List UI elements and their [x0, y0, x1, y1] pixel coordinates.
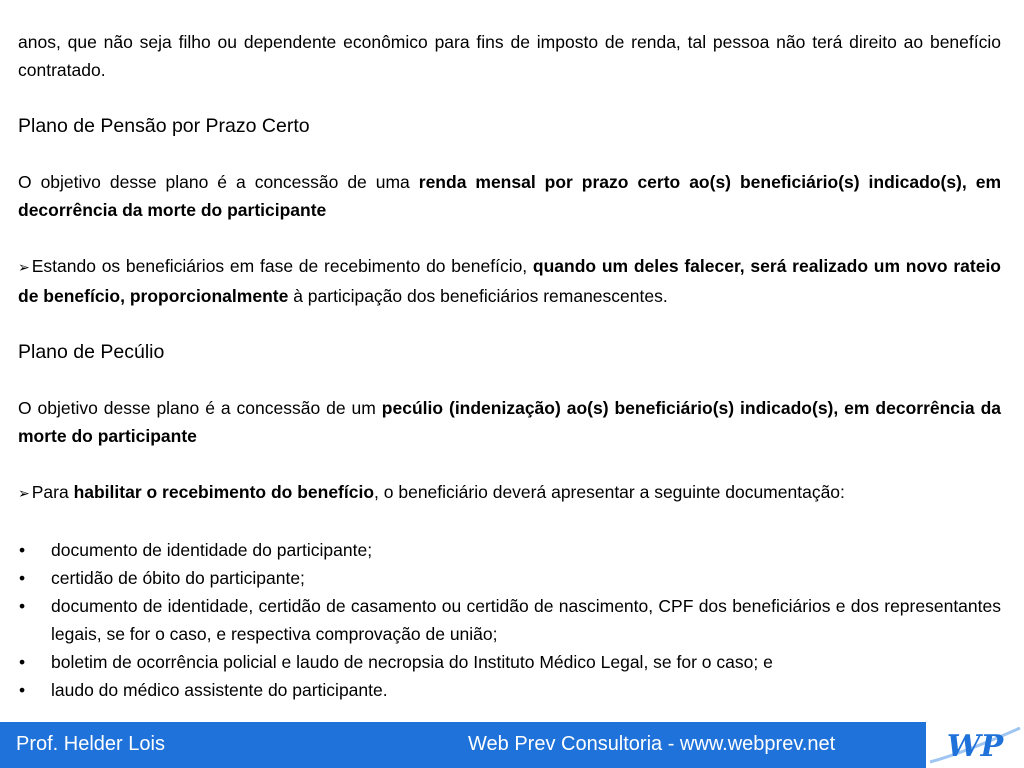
slide-content: [18, 28, 1001, 704]
documents-list: [18, 536, 1001, 704]
bullet-dot-icon: •: [19, 652, 26, 672]
footer-author: Prof. Helder Lois: [16, 733, 165, 755]
peculio-documentation-text-end: , o beneficiário deverá apresentar a seguinte documentação:: [374, 482, 845, 502]
pensao-objective-bold: renda mensal por prazo certo ao(s) beneficiário(s) indicado(s), em decorrência da morte do participante: [18, 172, 1002, 220]
peculio-objective-paragraph: [18, 394, 1001, 450]
pensao-rateio-bold: quando um deles falecer, será realizado um novo rateio de benefício, proporcionalmente: [18, 256, 1001, 306]
bullet-dot-icon: •: [19, 596, 26, 616]
list-item: [18, 676, 1001, 704]
bullet-dot-icon: •: [19, 568, 26, 588]
arrow-bullet-icon: ➢: [18, 260, 30, 276]
section-title-peculio: Plano de Pecúlio: [18, 341, 165, 363]
bullet-dot-icon: •: [19, 540, 26, 560]
section-title-pensao: Plano de Pensão por Prazo Certo: [18, 115, 310, 137]
list-item-text: certidão de óbito do participante;: [51, 568, 305, 588]
peculio-objective-text: O objetivo desse plano é a concessão de um: [18, 398, 382, 418]
list-item: [18, 536, 1001, 564]
pensao-objective-paragraph: [18, 168, 1001, 224]
pensao-rateio-text-end: à participação dos beneficiários remanescentes.: [288, 286, 668, 306]
webprev-logo-icon: [926, 722, 1024, 768]
logo-text: WP: [946, 729, 1004, 764]
list-item: [18, 564, 1001, 592]
list-item-text: documento de identidade, certidão de casamento ou certidão de nascimento, CPF dos beneficiários e dos representantes legais, se for o caso, e respectiva comprovação de união;: [51, 596, 1001, 644]
peculio-documentation-paragraph: [18, 478, 1001, 508]
list-item: [18, 592, 1001, 648]
pensao-rateio-paragraph: [18, 252, 1001, 310]
intro-paragraph: anos, que não seja filho ou dependente econômico para fins de imposto de renda, tal pessoa não terá direito ao benefício contratado.: [18, 32, 1001, 80]
list-item-text: documento de identidade do participante;: [51, 540, 373, 560]
list-item-text: laudo do médico assistente do participante.: [51, 680, 388, 700]
list-item-text: boletim de ocorrência policial e laudo de necropsia do Instituto Médico Legal, se for o caso; e: [51, 652, 773, 672]
list-item: [18, 648, 1001, 676]
bullet-dot-icon: •: [19, 680, 26, 700]
webprev-logo: [926, 722, 1024, 768]
peculio-documentation-bold: habilitar o recebimento do benefício: [73, 482, 375, 502]
footer-bar: [0, 722, 1024, 768]
peculio-objective-bold: pecúlio (indenização) ao(s) beneficiário(s) indicado(s), em decorrência da morte do participante: [18, 398, 1001, 446]
footer-company: Web Prev Consultoria - www.webprev.net: [468, 733, 836, 755]
pensao-rateio-text: Estando os beneficiários em fase de recebimento do benefício,: [31, 256, 533, 276]
pensao-objective-text: O objetivo desse plano é a concessão de uma: [18, 172, 419, 192]
arrow-bullet-icon: ➢: [18, 486, 30, 502]
peculio-documentation-text: Para: [31, 482, 74, 502]
